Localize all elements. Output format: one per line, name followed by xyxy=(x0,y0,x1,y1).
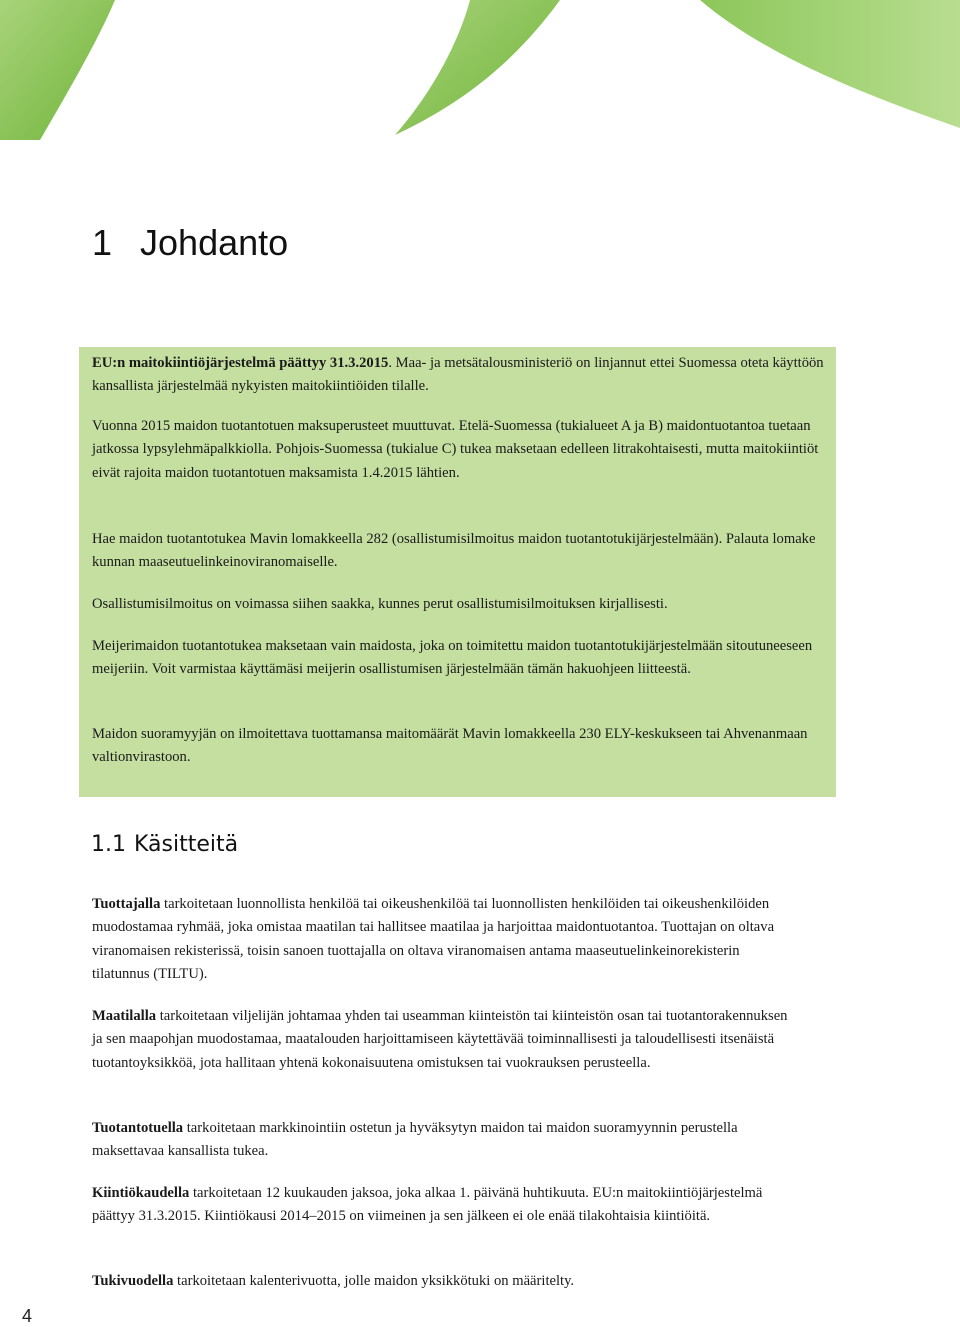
info-box xyxy=(79,347,836,797)
definition-maatila xyxy=(92,1005,792,1075)
info-paragraph-1-text: . Maa- ja metsätalousministeriö on linjannut ettei Suomessa oteta käyttöön kansallista järjestelmää nykyisten maitokiintiöiden tilalle. xyxy=(92,355,824,395)
definition-text: tarkoitetaan viljelijän johtamaa yhden tai useamman kiinteistön tai kiinteistön osan tai tuotantorakennuksen ja sen maapohjan muodostamaa, maatalouden harjoittamiseen käytettävää toiminnallisesti ja taloudellisesti itsenäistä tuotantoyksikköä, jota hallitaan yhtenä kokonaisuutena omistuksen tai vuokrauksen perusteella. xyxy=(92,1008,788,1071)
chapter-title: Johdanto xyxy=(140,222,289,263)
info-bold-lead: EU:n maitokiintiöjärjestelmä päättyy 31.3.2015 xyxy=(92,355,389,371)
leaf-right-shape xyxy=(700,0,960,128)
definition-text: tarkoitetaan kalenterivuotta, jolle maidon yksikkötuki on määritelty. xyxy=(173,1273,575,1289)
definition-text: tarkoitetaan luonnollista henkilöä tai oikeushenkilöä tai luonnollisten henkilöiden tai oikeushenkilöiden muodostamaa ryhmää, joka omistaa maatilan tai hallitsee maatilaa ja harjoittaa maidontuotantoa. Tuottajan on oltava viranomaisen rekisterissä, toisin sanoen tuottajalla on oltava viranomaisen antama maaseutuelinkeinorekisterin tilatunnus (TILTU). xyxy=(92,896,775,983)
info-paragraph-4: Osallistumisilmoitus on voimassa siihen saakka, kunnes perut osallistumisilmoituksen kirjallisesti. xyxy=(92,596,668,612)
section-title: Käsitteitä xyxy=(134,832,239,857)
definition-kiintiokausi xyxy=(92,1182,792,1229)
definition-text: tarkoitetaan markkinointiin ostetun ja hyväksytyn maidon tai maidon suoramyynnin perustella maksettavaa kansallista tukea. xyxy=(92,1120,738,1160)
definition-term: Maatilalla xyxy=(92,1008,157,1024)
page-number: 4 xyxy=(22,1306,33,1326)
definition-text: tarkoitetaan 12 kuukauden jaksoa, joka alkaa 1. päivänä huhtikuuta. EU:n maitokiintiöjärjestelmä päättyy 31.3.2015. Kiintiökausi 2014–2015 on viimeinen ja sen jälkeen ei ole enää tilakohtaisia kiintiöitä. xyxy=(92,1185,763,1225)
definition-term: Tuotantotuella xyxy=(92,1120,184,1136)
leaf-left-shape xyxy=(0,0,115,140)
leaf-center-shape xyxy=(395,0,560,135)
definition-tukivuosi xyxy=(92,1270,792,1293)
info-paragraph-1 xyxy=(92,352,824,399)
leaf-decoration xyxy=(0,0,960,140)
chapter-heading xyxy=(92,222,288,264)
chapter-number: 1 xyxy=(92,222,113,263)
definition-term: Tukivuodella xyxy=(92,1273,174,1289)
section-number: 1.1 xyxy=(91,832,126,857)
info-paragraph-6: Maidon suoramyyjän on ilmoitettava tuottamansa maitomäärät Mavin lomakkeella 230 ELY-keskukseen tai Ahvenanmaan valtionvirastoon. xyxy=(92,726,808,766)
info-paragraph-5: Meijerimaidon tuotantotukea maksetaan vain maidosta, joka on toimitettu maidon tuotantotukijärjestelmään sitoutuneeseen meijeriin. Voit varmistaa käyttämäsi meijerin osallistumisen järjestelmään tämän hakuohjeen liitteestä. xyxy=(92,638,813,678)
definition-term: Kiintiökaudella xyxy=(92,1185,190,1201)
section-heading xyxy=(91,832,238,857)
info-paragraph-3: Hae maidon tuotantotukea Mavin lomakkeella 282 (osallistumisilmoitus maidon tuotantotukijärjestelmään). Palauta lomake kunnan maaseutuelinkeinoviranomaiselle. xyxy=(92,531,816,571)
definition-tuottaja xyxy=(92,893,792,987)
definition-term: Tuottajalla xyxy=(92,896,161,912)
info-paragraph-2: Vuonna 2015 maidon tuotantotuen maksuperusteet muuttuvat. Etelä-Suomessa (tukialueet A ja B) maidontuotantoa tuetaan jatkossa lypsylehmäpalkkiolla. Pohjois-Suomessa (tukialue C) tukea maksetaan edelleen litrakohtaisesti, mutta maitokiintiöt eivät rajoita maidon tuotantotuen maksamista 1.4.2015 lähtien. xyxy=(92,418,819,481)
definition-tuotantotuki xyxy=(92,1117,792,1164)
